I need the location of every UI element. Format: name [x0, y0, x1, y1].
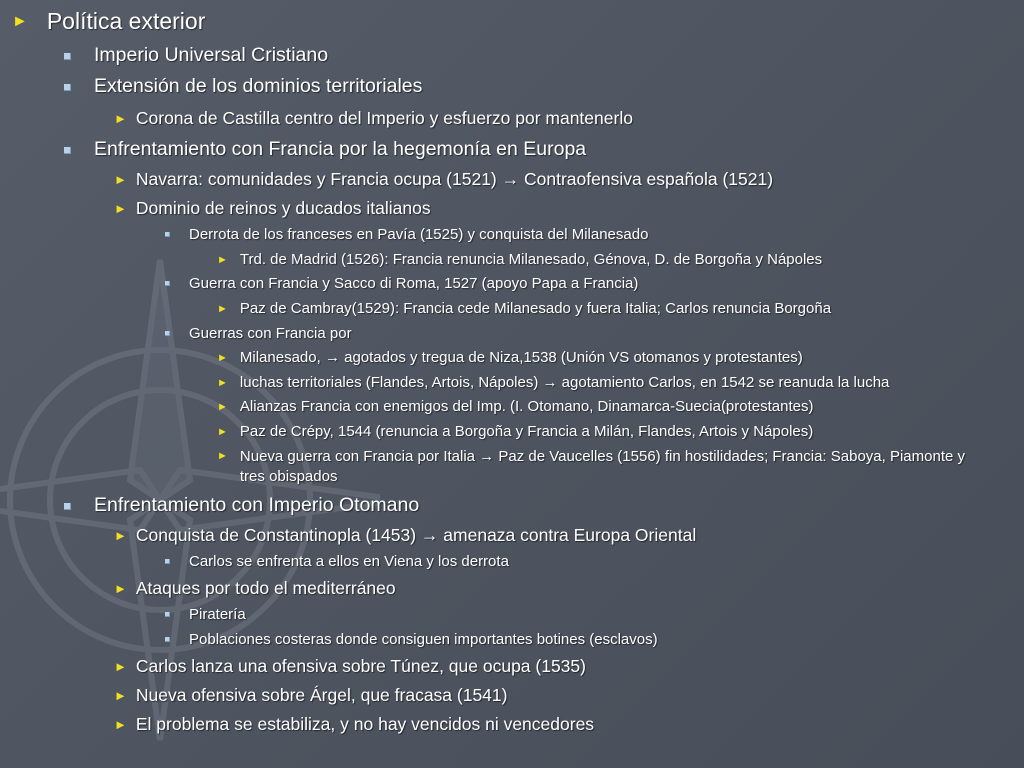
list-item [217, 447, 985, 487]
list-item [114, 656, 586, 677]
list-item-text: Trd. de Madrid (1526): Francia renuncia Milanesado, Génova, D. de Borgoña y Nápoles [239, 251, 823, 268]
triangle-bullet-icon: ► [114, 201, 127, 216]
square-bullet-icon [165, 559, 170, 564]
square-bullet-icon [165, 232, 170, 237]
list-item-text: Carlos lanza una ofensiva sobre Túnez, que ocupa (1535) [135, 656, 586, 676]
list-item-text: Navarra: comunidades y Francia ocupa (1521) → Contraofensiva española (1521) [135, 169, 774, 189]
list-item-text: luchas territoriales (Flandes, Artois, Nápoles) → agotamiento Carlos, en 1542 se reanuda la lucha [239, 374, 890, 391]
triangle-bullet-icon: ► [217, 303, 228, 315]
triangle-bullet-icon: ► [217, 254, 228, 266]
list-item-text: Corona de Castilla centro del Imperio y esfuerzo por mantenerlo [135, 108, 633, 128]
list-item-text: Alianzas Francia con enemigos del Imp. (I. Otomano, Dinamarca-Suecia(protestantes) [239, 398, 814, 415]
list-item [165, 226, 648, 243]
list-item [217, 374, 889, 391]
list-item-text: Guerras con Francia por [189, 325, 352, 342]
list-item [217, 300, 831, 317]
list-item [114, 714, 594, 735]
list-item [114, 578, 396, 599]
triangle-bullet-icon: ► [12, 13, 28, 30]
list-item [64, 138, 586, 161]
list-item [165, 553, 509, 570]
list-item-text: Poblaciones costeras donde consiguen importantes botines (esclavos) [189, 631, 658, 648]
list-item [165, 325, 352, 342]
list-item-text: Carlos se enfrenta a ellos en Viena y los derrota [189, 553, 509, 570]
triangle-bullet-icon: ► [114, 528, 127, 543]
list-item-text: Imperio Universal Cristiano [94, 44, 329, 66]
list-item [114, 169, 773, 190]
list-item-text: Enfrentamiento con Francia por la hegemonía en Europa [94, 138, 587, 160]
list-item-text: Guerra con Francia y Sacco di Roma, 1527 (apoyo Papa a Francia) [189, 275, 639, 292]
list-item [217, 398, 813, 415]
list-item-text: El problema se estabiliza, y no hay vencidos ni vencedores [135, 714, 595, 734]
list-item-text: Milanesado, → agotados y tregua de Niza,1538 (Unión VS otomanos y protestantes) [239, 349, 803, 366]
list-item-text: Ataques por todo el mediterráneo [135, 578, 396, 598]
square-bullet-icon [165, 281, 170, 286]
square-bullet-icon [165, 331, 170, 336]
list-item [217, 423, 813, 440]
square-bullet-icon [64, 53, 71, 60]
list-item-text: Nueva guerra con Francia por Italia → Paz de Vaucelles (1556) fin hostilidades; Francia: Saboya, Piamonte y tres obispados [239, 448, 965, 485]
list-item [114, 198, 431, 219]
list-item-text: Derrota de los franceses en Pavía (1525) y conquista del Milanesado [189, 226, 649, 243]
triangle-bullet-icon: ► [114, 659, 127, 674]
list-item [64, 494, 419, 517]
list-item [114, 108, 633, 129]
list-item [165, 606, 246, 623]
list-item [217, 251, 822, 268]
list-item [165, 275, 638, 292]
triangle-bullet-icon: ► [217, 450, 228, 462]
list-item-text: Extensión de los dominios territoriales [94, 75, 423, 97]
list-item [64, 44, 328, 67]
list-item [64, 75, 422, 98]
triangle-bullet-icon: ► [114, 111, 127, 126]
list-item-text: Paz de Crépy, 1544 (renuncia a Borgoña y Francia a Milán, Flandes, Artois y Nápoles) [239, 423, 814, 440]
triangle-bullet-icon: ► [217, 426, 228, 438]
square-bullet-icon [64, 503, 71, 510]
square-bullet-icon [165, 637, 170, 642]
list-item-text: Política exterior [46, 8, 206, 34]
list-item [165, 631, 658, 648]
triangle-bullet-icon: ► [114, 172, 127, 187]
list-item [114, 685, 507, 706]
list-item-text: Paz de Cambray(1529): Francia cede Milanesado y fuera Italia; Carlos renuncia Borgoña [239, 300, 832, 317]
list-item-text: Conquista de Constantinopla (1453) → amenaza contra Europa Oriental [135, 525, 697, 545]
list-item [114, 525, 696, 546]
square-bullet-icon [64, 147, 71, 154]
triangle-bullet-icon: ► [114, 581, 127, 596]
square-bullet-icon [165, 612, 170, 617]
list-item [12, 8, 205, 35]
square-bullet-icon [64, 84, 71, 91]
list-item-text: Dominio de reinos y ducados italianos [135, 198, 431, 218]
list-item [217, 349, 803, 366]
triangle-bullet-icon: ► [114, 717, 127, 732]
triangle-bullet-icon: ► [217, 401, 228, 413]
triangle-bullet-icon: ► [114, 688, 127, 703]
triangle-bullet-icon: ► [217, 377, 228, 389]
list-item-text: Nueva ofensiva sobre Árgel, que fracasa (1541) [135, 685, 508, 705]
triangle-bullet-icon: ► [217, 352, 228, 364]
list-item-text: Enfrentamiento con Imperio Otomano [94, 494, 420, 516]
list-item-text: Piratería [189, 606, 246, 623]
